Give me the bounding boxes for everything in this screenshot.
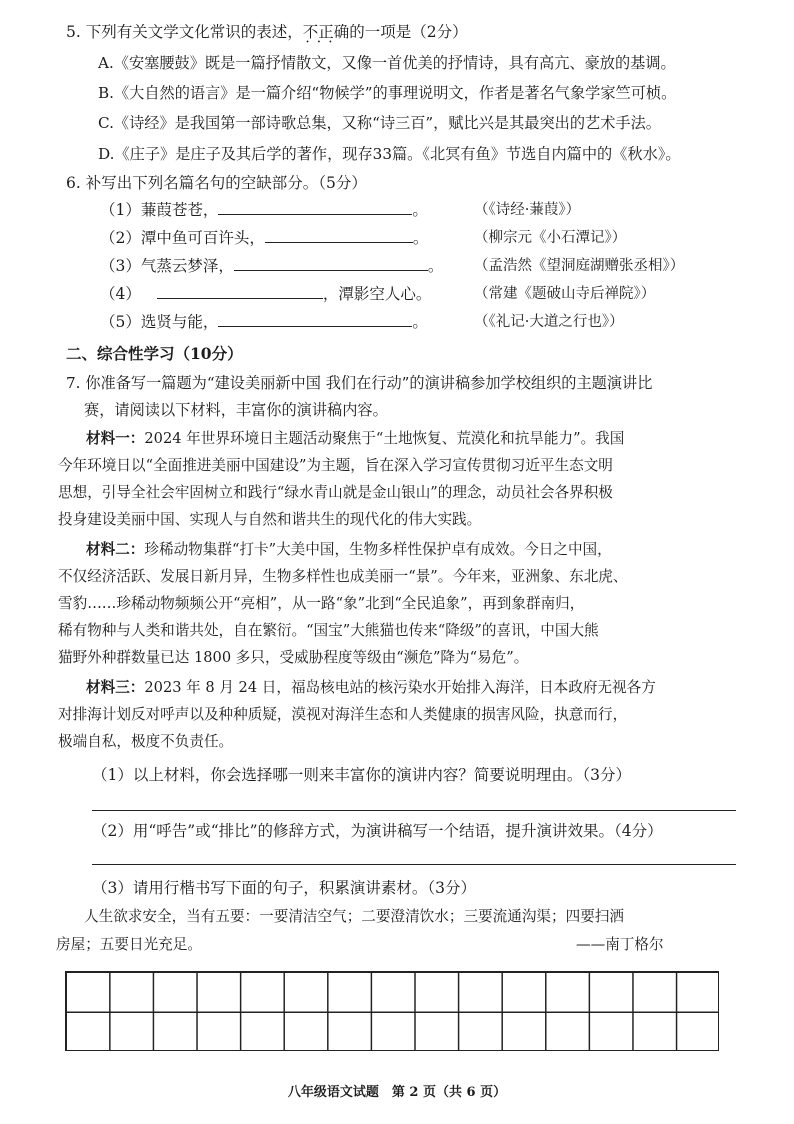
q7-sub-1: （1）以上材料，你会选择哪一则来丰富你的演讲内容？简要说明理由。（3分） — [92, 766, 631, 784]
q7-sub-2: （2）用“呼告”或“排比”的修辞方式，为演讲稿写一个结语，提升演讲效果。（4分） — [92, 822, 663, 840]
q6-item-4: （4） ，潭影空人心。 — [100, 282, 431, 305]
material-1-line-3: 思想，引导全社会牢固树立和践行“绿水青山就是金山银山”的理念，动员社会各界积极 — [58, 484, 613, 501]
fill-blank[interactable] — [218, 310, 412, 327]
q6-item-1: （1）蒹葭苍苍， 。 — [100, 198, 428, 221]
fill-blank[interactable] — [234, 254, 428, 271]
q5-option-c: C.《诗经》是我国第一部诗歌总集，又称“诗三百”，赋比兴是其最突出的艺术手法。 — [98, 114, 661, 132]
fill-blank[interactable] — [157, 282, 323, 299]
fill-blank[interactable] — [218, 198, 412, 215]
material-2-line-1: 材料二：珍稀动物集群“打卡”大美中国，生物多样性保护卓有成效。今日之中国， — [86, 541, 612, 558]
q5-option-b: B.《大自然的语言》是一篇介绍“物候学”的事理说明文，作者是著名气象学家竺可桢。 — [98, 84, 677, 102]
section-title: 二、综合性学习（10分） — [66, 344, 243, 363]
q5-stem-emphasis: 不正确 • • • — [303, 23, 350, 41]
q5-option-a: A.《安塞腰鼓》既是一篇抒情散文，又像一首优美的抒情诗，具有高亢、豪放的基调。 — [98, 54, 676, 72]
material-2-line-4: 稀有物种与人类和谐共处，自在繁衍。“国宝”大熊猫也传来“降级”的喜讯，中国大熊 — [58, 622, 599, 639]
answer-line-1[interactable] — [92, 810, 736, 811]
q6-item-5: （5）选贤与能， 。 — [100, 310, 428, 333]
material-2-line-5: 猫野外种群数量已达 1800 多只，受威胁程度等级由“濒危”降为“易危”。 — [58, 649, 529, 666]
quote-line-1: 人生欲求安全，当有五要：一要清洁空气；二要澄清饮水；三要流通沟渠；四要扫洒 — [84, 908, 624, 925]
material-2-line-3: 雪豹……珍稀动物频频公开“亮相”，从一路“象”北到“全民追象”，再到象群南归， — [58, 595, 585, 612]
q6-item-3: （3）气蒸云梦泽， 。 — [100, 254, 443, 277]
q5-stem-pre: 5. 下列有关文学文化常识的表述， — [66, 23, 303, 41]
material-1-label: 材料一： — [86, 430, 145, 447]
q5-option-d: D.《庄子》是庄子及其后学的著作，现存33篇。《北冥有鱼》节选自内篇中的《秋水》。 — [98, 145, 681, 163]
writing-grid[interactable] — [65, 971, 719, 1051]
material-3-line-2: 对排海计划反对呼声以及种种质疑，漠视对海洋生态和人类健康的损害风险，执意而行， — [58, 706, 628, 723]
q6-source-1: （《诗经·蒹葭》） — [474, 202, 581, 218]
page-footer: 八年级语文试题 第 2 页（共 6 页） — [287, 1085, 507, 1100]
answer-line-2[interactable] — [92, 864, 736, 865]
q6-item-2: （2）潭中鱼可百许头， 。 — [100, 226, 428, 249]
quote-line-2: 房屋；五要日光充足。 — [56, 936, 202, 953]
material-3-line-3: 极端自私，极度不负责任。 — [58, 733, 234, 750]
quote-author: ——南丁格尔 — [576, 936, 664, 953]
q6-stem: 6. 补写出下列名篇名句的空缺部分。（5分） — [66, 174, 367, 192]
material-2-label: 材料二： — [86, 541, 145, 558]
q6-source-5: （《礼记·大道之行也》） — [474, 314, 624, 330]
q7-stem-line-2: 赛，请阅读以下材料，丰富你的演讲稿内容。 — [84, 401, 388, 419]
q6-source-4: （常建《题破山寺后禅院》） — [474, 286, 656, 302]
q5-stem — [66, 21, 468, 43]
q6-source-2: （柳宗元《小石潭记》） — [474, 230, 627, 246]
material-1-line-2: 今年环境日以“全面推进美丽中国建设”为主题，旨在深入学习宣传贯彻习近平生态文明 — [58, 457, 613, 474]
material-1-line-1: 材料一：2024 年世界环境日主题活动聚焦于“土地恢复、荒漠化和抗旱能力”。我国 — [86, 430, 625, 447]
q7-sub-3: （3）请用行楷书写下面的句子，积累演讲素材。（3分） — [92, 879, 476, 897]
q7-stem-line-1: 7. 你准备写一篇题为“建设美丽新中国 我们在行动”的演讲稿参加学校组织的主题演讲比 — [66, 374, 653, 392]
q6-source-3: （孟浩然《望洞庭湖赠张丞相》） — [474, 258, 685, 274]
q5-stem-post: 的一项是（2分） — [349, 23, 468, 41]
fill-blank[interactable] — [265, 226, 413, 243]
material-3-label: 材料三： — [86, 679, 145, 696]
material-1-line-4: 投身建设美丽中国、实现人与自然和谐共生的现代化的伟大实践。 — [58, 511, 482, 528]
material-2-line-2: 不仅经济活跃、发展日新月异，生物多样性也成美丽一“景”。今年来，亚洲象、东北虎、 — [58, 568, 628, 585]
material-3-line-1: 材料三：2023 年 8 月 24 日，福岛核电站的核污染水开始排入海洋，日本政府无视各方 — [86, 679, 656, 696]
